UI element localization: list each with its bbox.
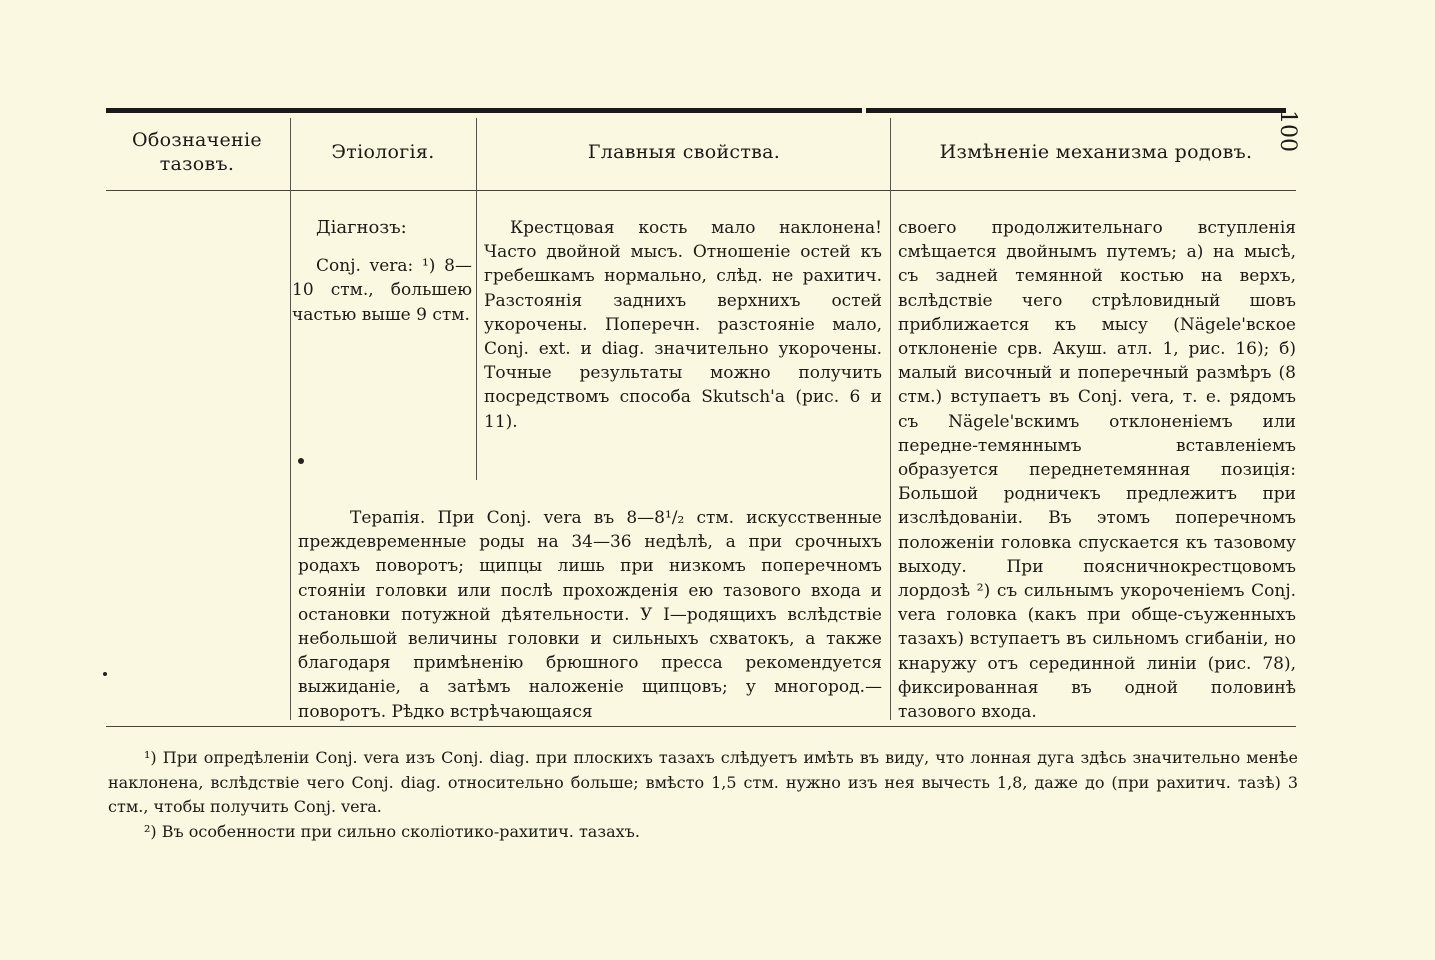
header-designation: Обозначенiе тазовъ. [132,129,262,175]
print-mark [103,672,107,676]
header-etiology: Этiологiя. [331,141,435,163]
column-divider-3 [890,118,891,720]
mechanism-text: своего продолжительнаго вступленiя смѣщается двойнымъ путемъ; а) на мысѣ, съ задней темянной костью на верхъ, вслѣдствiе чего стрѣловидный шовъ приближается къ мысу (Nägele'вское отклоненiе срв. Акуш. атл. 1, рис. 16); б) малый височный и поперечный размѣръ (8 стм.) вступаетъ въ Conj. vera, т. е. рядомъ съ Nägele'вскимъ отклоненiемъ или передне-темяннымъ вставленiемъ образуется переднетемянная позицiя: Большой родничекъ предлежитъ при изслѣдованiи. Въ этомъ поперечномъ положенiи головка спускается къ тазовому выходу. При поясничнокрестцовомъ лордозѣ ²) съ сильнымъ укороченiемъ Conj. vera головка (какъ при обще-съуженныхъ тазахъ) вступаетъ въ сильномъ сгибанiи, но кнаружу отъ серединной линiи (рис. 78), фиксированная въ одной половинѣ тазового входа. [898,218,1296,723]
therapy-cell [298,506,882,724]
therapy-text: Терапiя. При Conj. vera въ 8—8¹/₂ стм. искусственные преждевременные роды на 34—36 недѣлѣ, а при срочныхъ родахъ поворотъ; щипцы лишь при низкомъ поперечномъ стоянiи головки или послѣ прохожденiя ею тазового входа и остановки потужной дѣятельности. У I—родящихъ вслѣдствiе небольшой величины головки и сильныхъ схватокъ, а также благодаря примѣненiю брюшного пресса рекомендуется выжиданiе, а затѣмъ наложенiе щипцовъ; у многород.—поворотъ. Рѣдко встрѣчающаяся [298,508,882,722]
header-mechanism: Измѣненiе механизма родовъ. [939,141,1253,163]
header-properties: Главныя свойства. [587,141,781,163]
header-bottom-rule [106,190,1296,191]
table-top-rule-right [866,108,1286,113]
mechanism-cell [898,216,1296,724]
footnote-1: ¹) При опредѣленiи Conj. vera изъ Conj. diag. при плоскихъ тазахъ слѣдуетъ имѣть въ виду, что лонная дуга здѣсь значительно менѣе наклонена, вслѣдствiе чего Conj. diag. относительно больше; вмѣсто 1,5 стм. нужно изъ нея вычесть 1,8, даже до (при рахитич. тазѣ) 3 стм., чтобы получить Conj. vera. [108,748,1298,816]
print-mark [298,458,304,464]
diagnosis-title: Дiагнозъ: [316,217,407,238]
footnotes [108,746,1298,844]
etiology-cell [292,216,472,327]
column-divider-1 [290,118,291,720]
diagnosis-text: Conj. vera: ¹) 8—10 стм., большею частью выше 9 стм. [292,256,472,325]
table-bottom-rule [106,726,1296,727]
properties-text: Крестцовая кость мало наклонена! Часто двойной мысъ. Отношенiе остей къ гребешкамъ нормально, слѣд. не рахитич. Разстоянiя заднихъ верхнихъ остей укорочены. Поперечн. разстоянiе мало, Conj. ext. и diag. значительно укорочены. Точные результаты можно получить посредствомъ способа Skutsch'а (рис. 6 и 11). [484,218,882,432]
table-top-rule [106,108,862,113]
page-number: 100 [1275,110,1300,152]
column-divider-2 [476,118,477,480]
properties-cell [484,216,882,434]
footnote-2: ²) Въ особенности при сильно сколiотико-рахитич. тазахъ. [144,821,640,841]
